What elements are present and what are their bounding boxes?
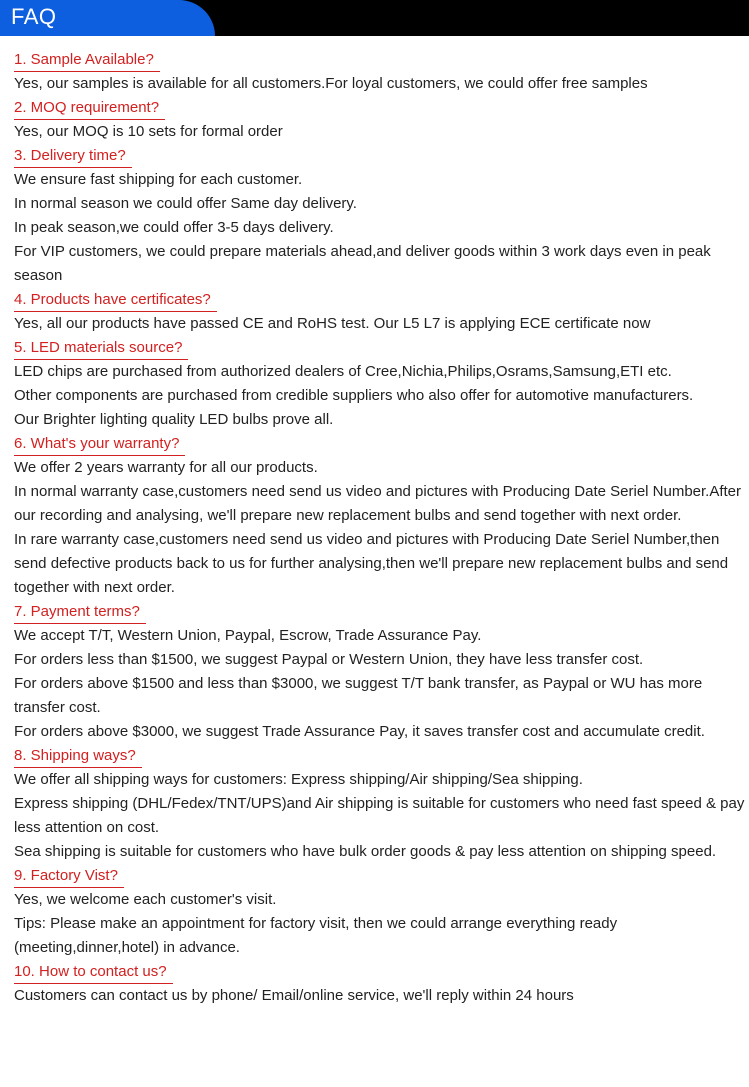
faq-answer-line: We accept T/T, Western Union, Paypal, Escrow, Trade Assurance Pay.: [14, 627, 482, 644]
faq-question: 3. Delivery time?: [14, 144, 132, 168]
faq-answer-line: Our Brighter lighting quality LED bulbs prove all.: [14, 411, 334, 428]
faq-answer-line: Yes, our samples is available for all customers.For loyal customers, we could offer free samples: [14, 75, 648, 92]
faq-answer-line: Yes, we welcome each customer's visit.: [14, 891, 277, 908]
faq-item: [14, 336, 749, 432]
faq-question: 9. Factory Vist?: [14, 864, 124, 888]
faq-header-bar: [0, 0, 749, 36]
faq-item: [14, 96, 749, 144]
faq-item: [14, 144, 749, 288]
faq-answer-line: We offer 2 years warranty for all our products.: [14, 459, 318, 476]
faq-answer-line: For orders above $3000, we suggest Trade Assurance Pay, it saves transfer cost and accumulate credit.: [14, 723, 705, 740]
faq-item: [14, 432, 749, 600]
faq-answer-line: LED chips are purchased from authorized dealers of Cree,Nichia,Philips,Osrams,Samsung,ETI etc.: [14, 363, 672, 380]
faq-answer-line: For orders above $1500 and less than $3000, we suggest T/T bank transfer, as Paypal or WU has more transfer cost.: [14, 675, 703, 716]
faq-item: [14, 960, 749, 1008]
faq-answer-line: Yes, our MOQ is 10 sets for formal order: [14, 123, 283, 140]
faq-item: [14, 600, 749, 744]
faq-answer-line: In peak season,we could offer 3-5 days delivery.: [14, 219, 334, 236]
faq-question: 7. Payment terms?: [14, 600, 146, 624]
faq-question: 10. How to contact us?: [14, 960, 173, 984]
faq-answer-line: For VIP customers, we could prepare materials ahead,and deliver goods within 3 work days even in peak season: [14, 243, 711, 284]
faq-answer-line: For orders less than $1500, we suggest Paypal or Western Union, they have less transfer cost.: [14, 651, 644, 668]
faq-answer-line: Yes, all our products have passed CE and RoHS test. Our L5 L7 is applying ECE certificate now: [14, 315, 651, 332]
faq-answer-line: Other components are purchased from credible suppliers who also offer for automotive manufacturers.: [14, 387, 694, 404]
faq-question: 4. Products have certificates?: [14, 288, 217, 312]
faq-item: [14, 864, 749, 960]
faq-item: [14, 288, 749, 336]
faq-answer-line: We offer all shipping ways for customers: Express shipping/Air shipping/Sea shipping.: [14, 771, 583, 788]
faq-answer-line: In normal warranty case,customers need send us video and pictures with Producing Date Seriel Number.After our recording and analysing, we'll prepare new replacement bulbs and send together with next order.: [14, 483, 742, 524]
faq-item: [14, 744, 749, 864]
faq-answer-line: We ensure fast shipping for each customer.: [14, 171, 303, 188]
faq-answer-line: Sea shipping is suitable for customers who have bulk order goods & pay less attention on shipping speed.: [14, 843, 717, 860]
faq-question: 8. Shipping ways?: [14, 744, 142, 768]
faq-list: [14, 48, 749, 1008]
page-title: FAQ: [11, 4, 57, 29]
faq-question: 1. Sample Available?: [14, 48, 160, 72]
faq-question: 2. MOQ requirement?: [14, 96, 165, 120]
faq-question: 5. LED materials source?: [14, 336, 188, 360]
faq-answer-line: Customers can contact us by phone/ Email/online service, we'll reply within 24 hours: [14, 987, 574, 1004]
faq-answer-line: Tips: Please make an appointment for factory visit, then we could arrange everything ready (meeting,dinner,hotel) in advance.: [14, 915, 618, 956]
faq-header-tab: [0, 0, 215, 36]
faq-question: 6. What's your warranty?: [14, 432, 185, 456]
faq-item: [14, 48, 749, 96]
faq-answer-line: In rare warranty case,customers need send us video and pictures with Producing Date Seriel Number,then send defective products back to us for further analysing,then we'll prepare new replacement bulbs and send together with next order.: [14, 531, 729, 596]
faq-answer-line: Express shipping (DHL/Fedex/TNT/UPS)and Air shipping is suitable for customers who need fast speed & pay less attention on cost.: [14, 795, 745, 836]
faq-answer-line: In normal season we could offer Same day delivery.: [14, 195, 357, 212]
